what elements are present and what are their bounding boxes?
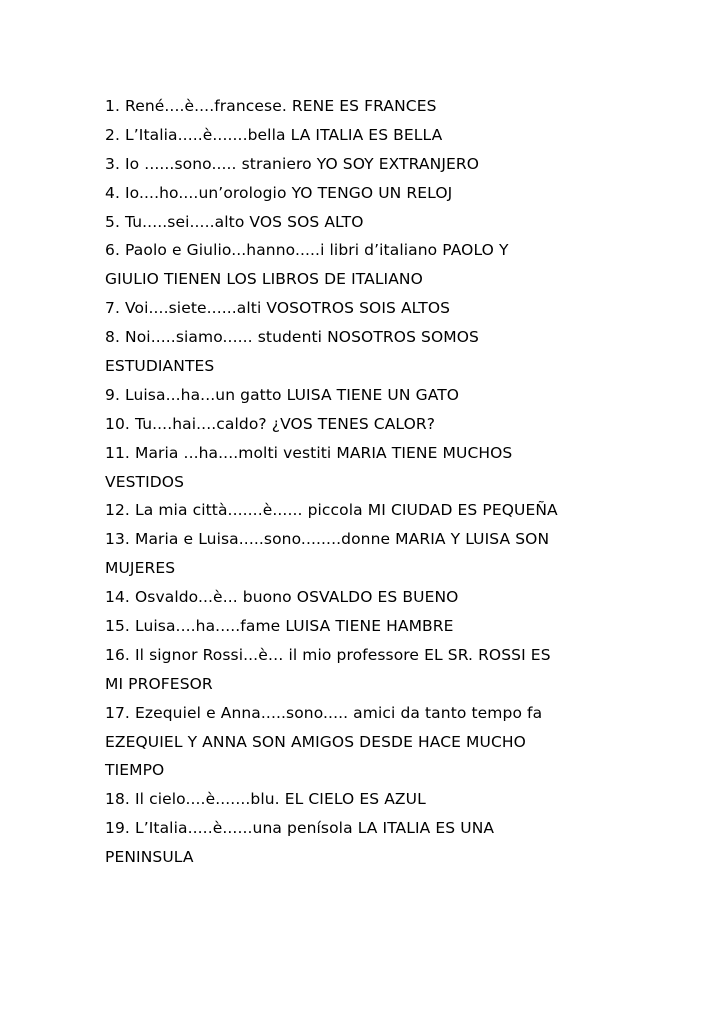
text-line: 2. L’Italia.....è.......bella LA ITALIA ES BELLA	[105, 125, 443, 144]
text-line: 11. Maria ...ha....molti vestiti MARIA TIENE MUCHOS	[105, 443, 513, 462]
exercise-list	[105, 92, 705, 872]
text-line: ESTUDIANTES	[105, 357, 215, 376]
text-line: 16. Il signor Rossi...è… il mio professore EL SR. ROSSI ES	[105, 645, 551, 664]
text-line: 8. Noi.....siamo...... studenti NOSOTROS SOMOS	[105, 328, 479, 347]
text-line: 18. Il cielo....è.......blu. EL CIELO ES AZUL	[105, 790, 426, 809]
text-line: 12. La mia città.......è...... piccola MI CIUDAD ES PEQUEÑA	[105, 501, 558, 520]
text-line: 9. Luisa...ha...un gatto LUISA TIENE UN GATO	[105, 385, 460, 404]
text-line: VESTIDOS	[105, 472, 185, 491]
text-line: 17. Ezequiel e Anna.....sono..... amici da tanto tempo fa	[105, 703, 543, 722]
text-line: EZEQUIEL Y ANNA SON AMIGOS DESDE HACE MUCHO	[105, 732, 526, 751]
text-line: 7. Voi....siete......alti VOSOTROS SOIS ALTOS	[105, 299, 451, 318]
text-line: 13. Maria e Luisa.....sono........donne MARIA Y LUISA SON	[105, 530, 550, 549]
text-line: 5. Tu.....sei.....alto VOS SOS ALTO	[105, 212, 364, 231]
text-line: MI PROFESOR	[105, 674, 213, 693]
text-line: MUJERES	[105, 559, 176, 578]
text-line: 14. Osvaldo...è... buono OSVALDO ES BUENO	[105, 588, 459, 607]
text-line: PENINSULA	[105, 848, 194, 867]
text-line: 15. Luisa....ha.....fame LUISA TIENE HAMBRE	[105, 617, 454, 636]
text-line: 3. Io ......sono..... straniero YO SOY EXTRANJERO	[105, 154, 480, 173]
text-line: 19. L’Italia.....è......una penísola LA ITALIA ES UNA	[105, 819, 495, 838]
text-line: 4. Io....ho....un’orologio YO TENGO UN RELOJ	[105, 183, 453, 202]
text-line: GIULIO TIENEN LOS LIBROS DE ITALIANO	[105, 270, 423, 289]
text-line: TIEMPO	[105, 761, 165, 780]
text-line: 1. René....è....francese. RENE ES FRANCES	[105, 97, 437, 115]
text-line: 6. Paolo e Giulio...hanno.....i libri d’italiano PAOLO Y	[105, 241, 509, 260]
text-line: 10. Tu....hai....caldo? ¿VOS TENES CALOR?	[105, 414, 436, 433]
